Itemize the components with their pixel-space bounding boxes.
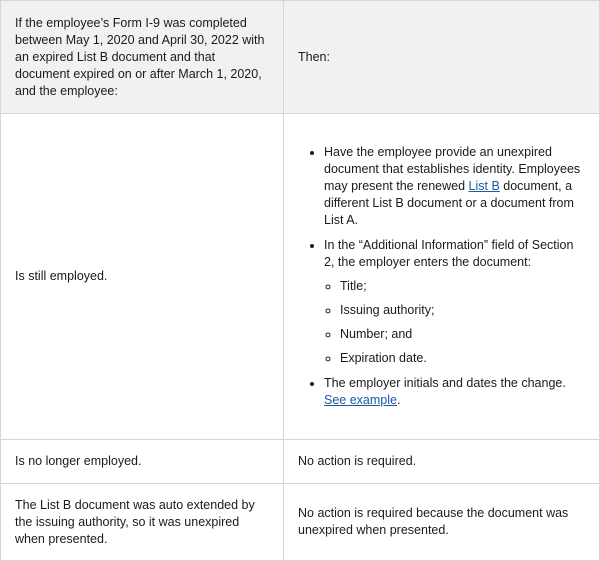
bullet-additional-information: • In the “Additional Information” field of Section 2, the employer enters the document: ◦ Title; ◦ Issuing authority; ◦ Number; and ◦ Expiration date.: [324, 237, 585, 367]
bullet-provide-document: • Have the employee provide an unexpired document that establishes identity. Employees may present the renewed List B document, a different List B document or a document from List A.: [324, 144, 585, 229]
row-still-employed-action: [284, 114, 599, 439]
row-auto-extended-action: [284, 484, 599, 560]
see-example-link[interactable]: See example: [324, 393, 397, 407]
sub-item-title: ◦ Title;: [340, 278, 585, 295]
sub-item-expiration-date: ◦ Expiration date.: [340, 350, 585, 367]
row-auto-extended-condition: [1, 484, 283, 560]
document-details-list: [324, 278, 585, 367]
sub-item-number: ◦ Number; and: [340, 326, 585, 343]
condition-text: The List B document was auto extended by the issuing authority, so it was unexpired when presented.: [15, 497, 255, 546]
row-still-employed-condition: [1, 114, 283, 439]
list-b-link[interactable]: List B: [468, 179, 500, 193]
action-text: No action is required because the document was unexpired when presented.: [298, 506, 569, 537]
action-bullet-list: [298, 144, 585, 409]
header-condition-cell: [1, 1, 283, 113]
condition-text: Is still employed.: [15, 269, 108, 283]
condition-text: Is no longer employed.: [15, 454, 142, 468]
action-text: No action is required.: [298, 454, 417, 468]
row-no-longer-employed-condition: [1, 440, 283, 483]
row-no-longer-employed-action: [284, 440, 599, 483]
header-action-text: Then:: [298, 49, 330, 64]
header-action-cell: [284, 1, 599, 113]
sub-item-issuing-authority: ◦ Issuing authority;: [340, 302, 585, 319]
bullet-initials-and-date: • The employer initials and dates the change. See example.: [324, 375, 585, 409]
header-condition-text: If the employee’s Form I-9 was completed between May 1, 2020 and April 30, 2022 with an expired List B document and that document expired on or after March 1, 2020, and the employee:: [15, 15, 265, 98]
